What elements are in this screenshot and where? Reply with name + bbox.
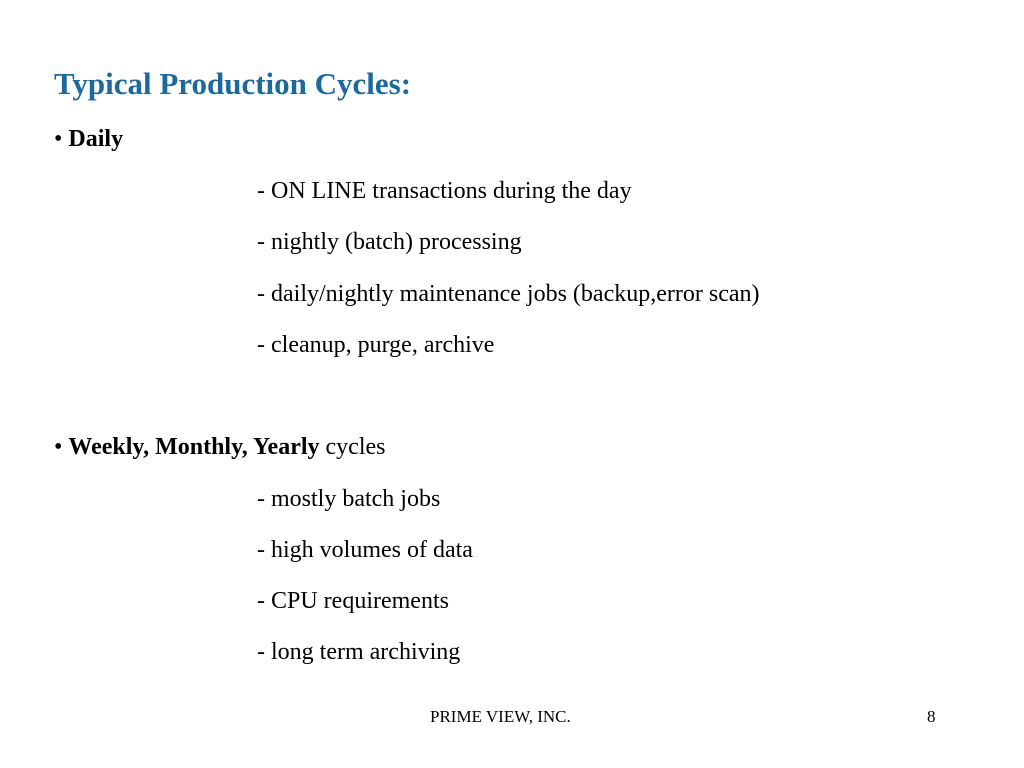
bullet-daily (54, 126, 123, 153)
list-item: - long term archiving (257, 639, 461, 665)
bullet-heading-bold: Weekly, Monthly, Yearly (68, 434, 320, 460)
list-item: - CPU requirements (257, 588, 449, 614)
list-item: - ON LINE transactions during the day (257, 178, 632, 204)
bullet-marker: • (54, 434, 69, 460)
list-item: - mostly batch jobs (257, 486, 441, 512)
slide-title: Typical Production Cycles: (54, 66, 412, 101)
page-number: 8 (927, 707, 936, 726)
bullet-weekly-monthly-yearly (54, 434, 385, 461)
list-item: - nightly (batch) processing (257, 229, 522, 255)
footer-company: PRIME VIEW, INC. (430, 707, 571, 726)
bullet-marker: • (54, 126, 69, 152)
list-item: - daily/nightly maintenance jobs (backup,error scan) (257, 281, 760, 307)
list-item: - high volumes of data (257, 537, 473, 563)
list-item: - cleanup, purge, archive (257, 332, 495, 358)
bullet-heading-rest: cycles (319, 434, 386, 460)
bullet-heading-bold: Daily (68, 126, 124, 152)
